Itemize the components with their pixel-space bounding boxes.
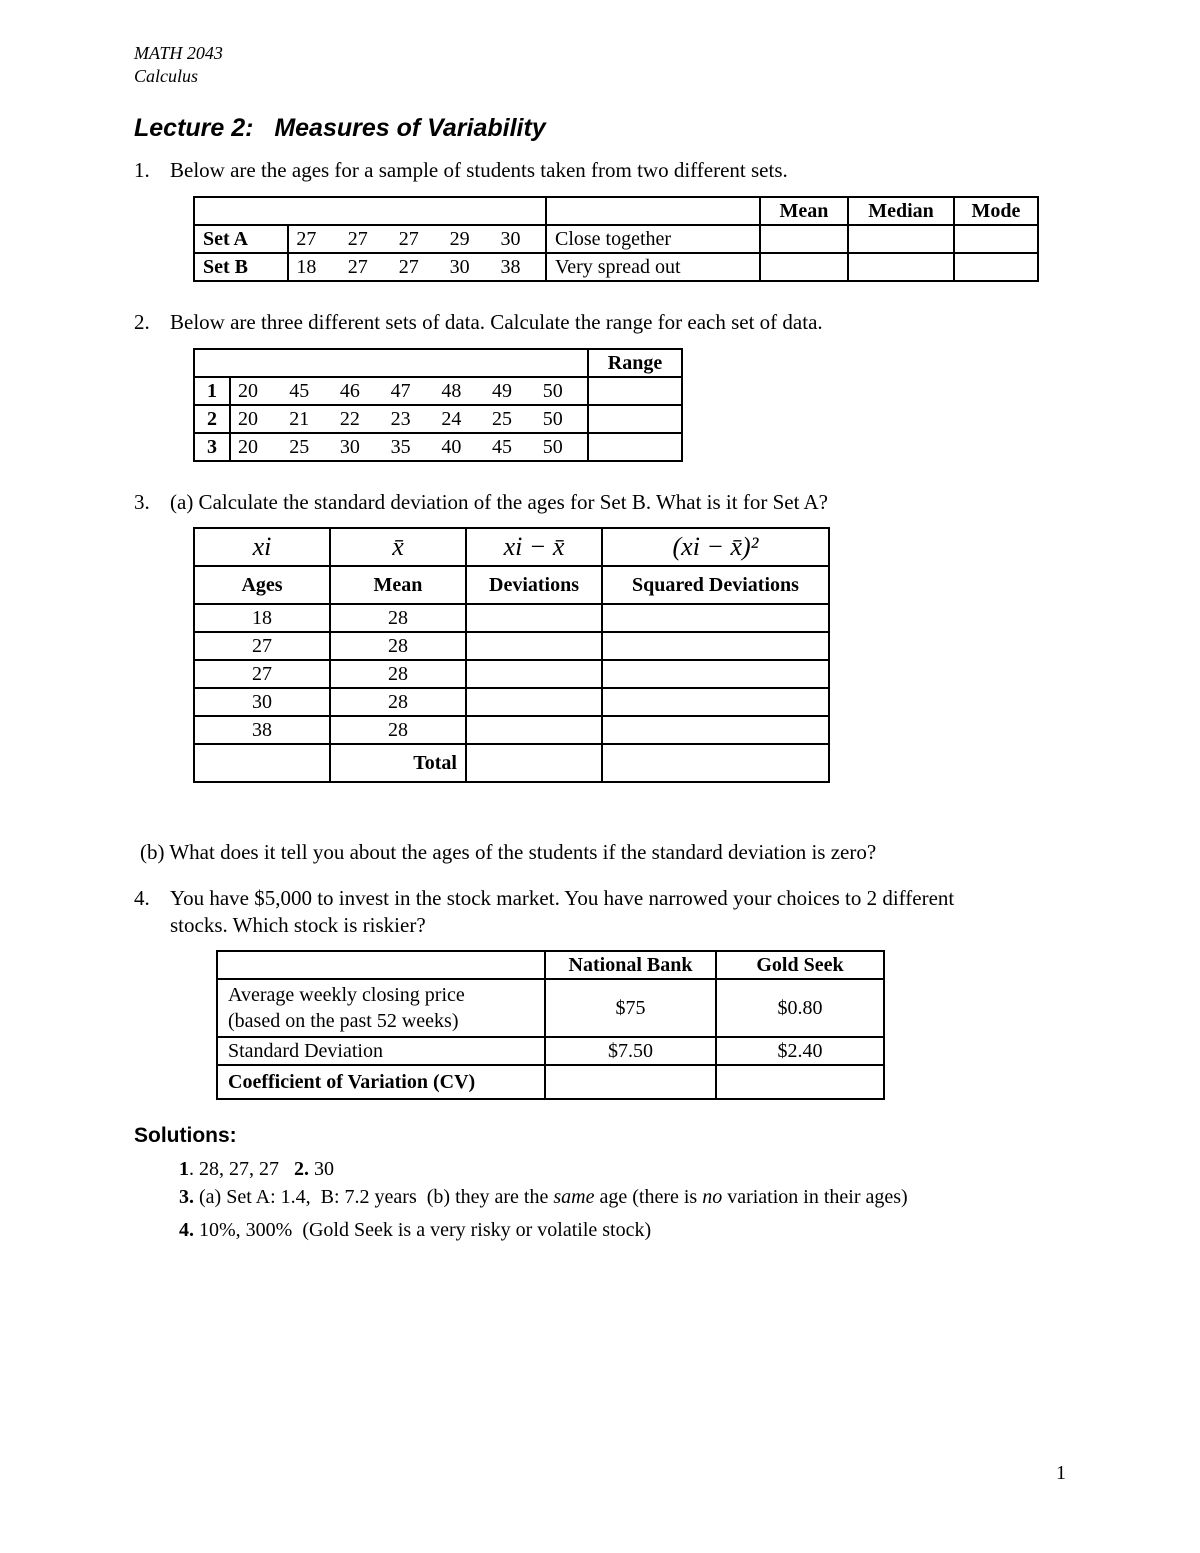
row-label: 1 bbox=[194, 377, 230, 405]
header-squared-deviations: Squared Deviations bbox=[602, 566, 829, 604]
table-cell: 27 bbox=[341, 225, 392, 253]
table-row bbox=[194, 632, 829, 660]
row-label-line1: Average weekly closing price bbox=[228, 984, 465, 1006]
table-cell: 27 bbox=[288, 225, 340, 253]
table-cell: 30 bbox=[333, 433, 384, 461]
table-row bbox=[217, 979, 884, 1037]
row-label-line2: (based on the past 52 weeks) bbox=[228, 1010, 459, 1032]
question-text: (a) Calculate the standard deviation of the ages for Set B. What is it for Set A? bbox=[170, 490, 829, 514]
table-row bbox=[194, 377, 682, 405]
table-cell: 22 bbox=[333, 405, 384, 433]
header-range: Range bbox=[588, 349, 682, 377]
age-cell: 27 bbox=[194, 632, 330, 660]
table-cell: 27 bbox=[392, 225, 443, 253]
q4-table bbox=[216, 950, 885, 1100]
answer-cell[interactable] bbox=[602, 632, 829, 660]
answer-cell[interactable] bbox=[588, 377, 682, 405]
row-description: Close together bbox=[546, 225, 760, 253]
table-cell: 50 bbox=[536, 433, 588, 461]
answer-cell[interactable] bbox=[602, 716, 829, 744]
header-mean: Mean bbox=[760, 197, 848, 225]
table-row bbox=[194, 688, 829, 716]
mean-cell: 28 bbox=[330, 632, 466, 660]
mean-cell: 28 bbox=[330, 688, 466, 716]
row-label: Standard Deviation bbox=[217, 1037, 545, 1065]
row-label bbox=[217, 979, 545, 1037]
header-deviations: Deviations bbox=[466, 566, 602, 604]
solution-number: 3. bbox=[179, 1186, 194, 1208]
table-row bbox=[194, 716, 829, 744]
course-code: MATH 2043 bbox=[134, 43, 223, 63]
table-cell: 21 bbox=[282, 405, 333, 433]
value-cell: $75 bbox=[545, 979, 716, 1037]
mean-cell: 28 bbox=[330, 660, 466, 688]
table-cell: 35 bbox=[384, 433, 435, 461]
question-text: Below are the ages for a sample of students taken from two different sets. bbox=[170, 158, 788, 182]
row-label: Coefficient of Variation (CV) bbox=[217, 1065, 545, 1099]
row-label: Set B bbox=[194, 253, 288, 281]
symbol-squared-deviation: (xi − x̄)² bbox=[602, 528, 829, 566]
solution-number: 2. bbox=[294, 1158, 309, 1180]
solution-text: (a) Set A: 1.4, B: 7.2 years (b) they are the bbox=[194, 1186, 554, 1208]
table-cell: 46 bbox=[333, 377, 384, 405]
question-number: 1. bbox=[134, 158, 150, 182]
answer-cell[interactable] bbox=[716, 1065, 884, 1099]
table-cell: 47 bbox=[384, 377, 435, 405]
solutions-heading: Solutions: bbox=[134, 1124, 237, 1147]
header-mode: Mode bbox=[954, 197, 1038, 225]
table-cell: 24 bbox=[434, 405, 485, 433]
question-4 bbox=[134, 886, 954, 938]
table-cell: 40 bbox=[434, 433, 485, 461]
table-cell: 20 bbox=[230, 433, 282, 461]
header-mean: Mean bbox=[330, 566, 466, 604]
question-text-line1: You have $5,000 to invest in the stock market. You have narrowed your choices to 2 different bbox=[170, 886, 955, 910]
question-text: Below are three different sets of data. Calculate the range for each set of data. bbox=[170, 310, 823, 334]
solution-line-1 bbox=[179, 1158, 334, 1181]
course-header bbox=[134, 42, 223, 88]
table-row bbox=[194, 744, 829, 782]
solution-number: 1 bbox=[179, 1158, 189, 1180]
solution-line-2 bbox=[179, 1186, 908, 1209]
age-cell: 18 bbox=[194, 604, 330, 632]
header-median: Median bbox=[848, 197, 954, 225]
q3-table bbox=[193, 527, 830, 783]
row-label: 3 bbox=[194, 433, 230, 461]
table-row bbox=[217, 1037, 884, 1065]
solution-emphasis: no bbox=[702, 1186, 723, 1208]
answer-cell[interactable] bbox=[545, 1065, 716, 1099]
header-national-bank: National Bank bbox=[545, 951, 716, 979]
total-label: Total bbox=[330, 744, 466, 782]
answer-cell[interactable] bbox=[954, 225, 1038, 253]
page-title: Lecture 2: Measures of Variability bbox=[134, 114, 546, 142]
table-row bbox=[194, 349, 682, 377]
answer-cell[interactable] bbox=[602, 688, 829, 716]
answer-cell[interactable] bbox=[466, 604, 602, 632]
question-text-line2: stocks. Which stock is riskier? bbox=[170, 913, 426, 937]
table-row bbox=[194, 604, 829, 632]
answer-cell[interactable] bbox=[466, 660, 602, 688]
value-cell: $0.80 bbox=[716, 979, 884, 1037]
table-cell: 30 bbox=[494, 225, 546, 253]
table-cell: 45 bbox=[282, 377, 333, 405]
table-cell: 45 bbox=[485, 433, 536, 461]
table-row bbox=[194, 433, 682, 461]
question-3 bbox=[134, 490, 828, 515]
solution-text: 30 bbox=[309, 1158, 334, 1180]
answer-cell[interactable] bbox=[602, 660, 829, 688]
table-row bbox=[194, 197, 1038, 225]
value-cell: $2.40 bbox=[716, 1037, 884, 1065]
page-number: 1 bbox=[1056, 1462, 1066, 1484]
solution-text: 10%, 300% (Gold Seek is a very risky or volatile stock) bbox=[194, 1219, 652, 1241]
table-cell: 27 bbox=[392, 253, 443, 281]
mean-cell: 28 bbox=[330, 604, 466, 632]
solution-line-3 bbox=[179, 1219, 651, 1242]
solution-text: . 28, 27, 27 bbox=[189, 1158, 294, 1180]
mean-cell: 28 bbox=[330, 716, 466, 744]
age-cell: 27 bbox=[194, 660, 330, 688]
answer-cell[interactable] bbox=[466, 688, 602, 716]
solution-number: 4. bbox=[179, 1219, 194, 1241]
answer-cell[interactable] bbox=[760, 253, 848, 281]
solution-text: variation in their ages) bbox=[722, 1186, 908, 1208]
question-3b: (b) What does it tell you about the ages of the students if the standard deviation is zero? bbox=[140, 840, 877, 864]
solution-text: age (there is bbox=[594, 1186, 703, 1208]
table-cell: 29 bbox=[443, 225, 494, 253]
question-number: 4. bbox=[134, 886, 150, 910]
table-cell: 50 bbox=[536, 377, 588, 405]
course-name: Calculus bbox=[134, 66, 199, 86]
table-row bbox=[217, 951, 884, 979]
table-row bbox=[194, 566, 829, 604]
table-cell: 23 bbox=[384, 405, 435, 433]
table-cell: 25 bbox=[282, 433, 333, 461]
table-cell: 49 bbox=[485, 377, 536, 405]
answer-cell[interactable] bbox=[466, 716, 602, 744]
table-cell: 18 bbox=[288, 253, 340, 281]
answer-cell[interactable] bbox=[602, 604, 829, 632]
header-ages: Ages bbox=[194, 566, 330, 604]
table-cell: 48 bbox=[434, 377, 485, 405]
answer-cell[interactable] bbox=[602, 744, 829, 782]
table-row bbox=[194, 405, 682, 433]
answer-cell[interactable] bbox=[588, 433, 682, 461]
age-cell: 38 bbox=[194, 716, 330, 744]
table-cell: 38 bbox=[494, 253, 546, 281]
question-number: 3. bbox=[134, 490, 150, 514]
row-label: 2 bbox=[194, 405, 230, 433]
symbol-mean: x̄ bbox=[330, 528, 466, 566]
table-cell: 25 bbox=[485, 405, 536, 433]
q1-table bbox=[193, 196, 1039, 282]
table-row bbox=[194, 253, 1038, 281]
value-cell: $7.50 bbox=[545, 1037, 716, 1065]
answer-cell[interactable] bbox=[848, 253, 954, 281]
symbol-xi: xi bbox=[194, 528, 330, 566]
table-row bbox=[194, 660, 829, 688]
table-cell: 20 bbox=[230, 377, 282, 405]
answer-cell[interactable] bbox=[588, 405, 682, 433]
symbol-deviation: xi − x̄ bbox=[466, 528, 602, 566]
table-row bbox=[217, 1065, 884, 1099]
table-cell: 30 bbox=[443, 253, 494, 281]
question-1 bbox=[134, 158, 788, 183]
table-cell: 20 bbox=[230, 405, 282, 433]
solution-emphasis: same bbox=[553, 1186, 595, 1208]
table-cell: 27 bbox=[341, 253, 392, 281]
table-row bbox=[194, 528, 829, 566]
answer-cell[interactable] bbox=[954, 253, 1038, 281]
table-row bbox=[194, 225, 1038, 253]
answer-cell[interactable] bbox=[466, 632, 602, 660]
age-cell: 30 bbox=[194, 688, 330, 716]
table-cell: 50 bbox=[536, 405, 588, 433]
q2-table bbox=[193, 348, 683, 462]
question-number: 2. bbox=[134, 310, 150, 334]
answer-cell[interactable] bbox=[466, 744, 602, 782]
answer-cell[interactable] bbox=[848, 225, 954, 253]
header-gold-seek: Gold Seek bbox=[716, 951, 884, 979]
row-label: Set A bbox=[194, 225, 288, 253]
question-2 bbox=[134, 310, 823, 335]
answer-cell[interactable] bbox=[760, 225, 848, 253]
row-description: Very spread out bbox=[546, 253, 760, 281]
